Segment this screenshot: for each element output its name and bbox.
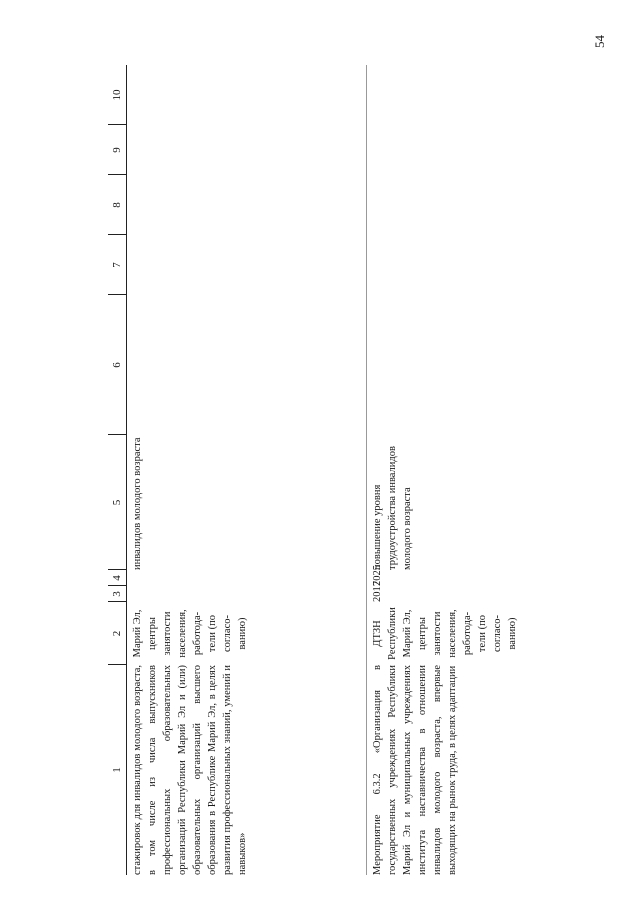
- header-col-10: 10: [108, 65, 127, 125]
- row2-col1: Мероприятие 6.3.2 «Организация в государственных учреждениях Республики Марий Эл и муниципальных учреждениях института наставничества в отношении инвалидов молодого возраста, впервые выходящих на рынок труда, в целях адаптации: [372, 665, 458, 875]
- header-col-3: 3: [108, 585, 127, 602]
- header-col-2: 2: [108, 601, 127, 665]
- header-col-4: 4: [108, 569, 127, 586]
- row2-col2: ДТЗН Республики Марий Эл, центры занятости населения, работода-тели (по согласо-ванию): [372, 607, 518, 660]
- header-col-9: 9: [108, 124, 127, 175]
- header-col-5: 5: [108, 434, 127, 570]
- row2-col5: повышение уровня трудоустройства инвалидов молодого возраста: [372, 446, 413, 570]
- header-col-8: 8: [108, 174, 127, 235]
- row1-col5: инвалидов молодого возраста: [132, 437, 143, 570]
- row2-col3: 2017: [372, 581, 383, 602]
- row2-col4: 2025: [372, 565, 383, 586]
- rotated-table: [108, 45, 518, 875]
- page-number: 54: [592, 35, 607, 48]
- row-divider: [366, 65, 367, 875]
- row1-col2: Марий Эл, центры занятости населения, работода-тели (по согласо-ванию): [132, 609, 248, 658]
- header-col-1: 1: [108, 664, 127, 875]
- header-col-7: 7: [108, 234, 127, 295]
- header-col-6: 6: [108, 294, 127, 435]
- row1-col1: стажировок для инвалидов молодого возраста, в том числе из числа выпускников профессиональных образовательных организаций Республики Марий Эл и (или) образовательных организаций высшего образования в Республике Марий Эл, в целях развития профессиональных знаний, умений и навыков»: [132, 665, 248, 875]
